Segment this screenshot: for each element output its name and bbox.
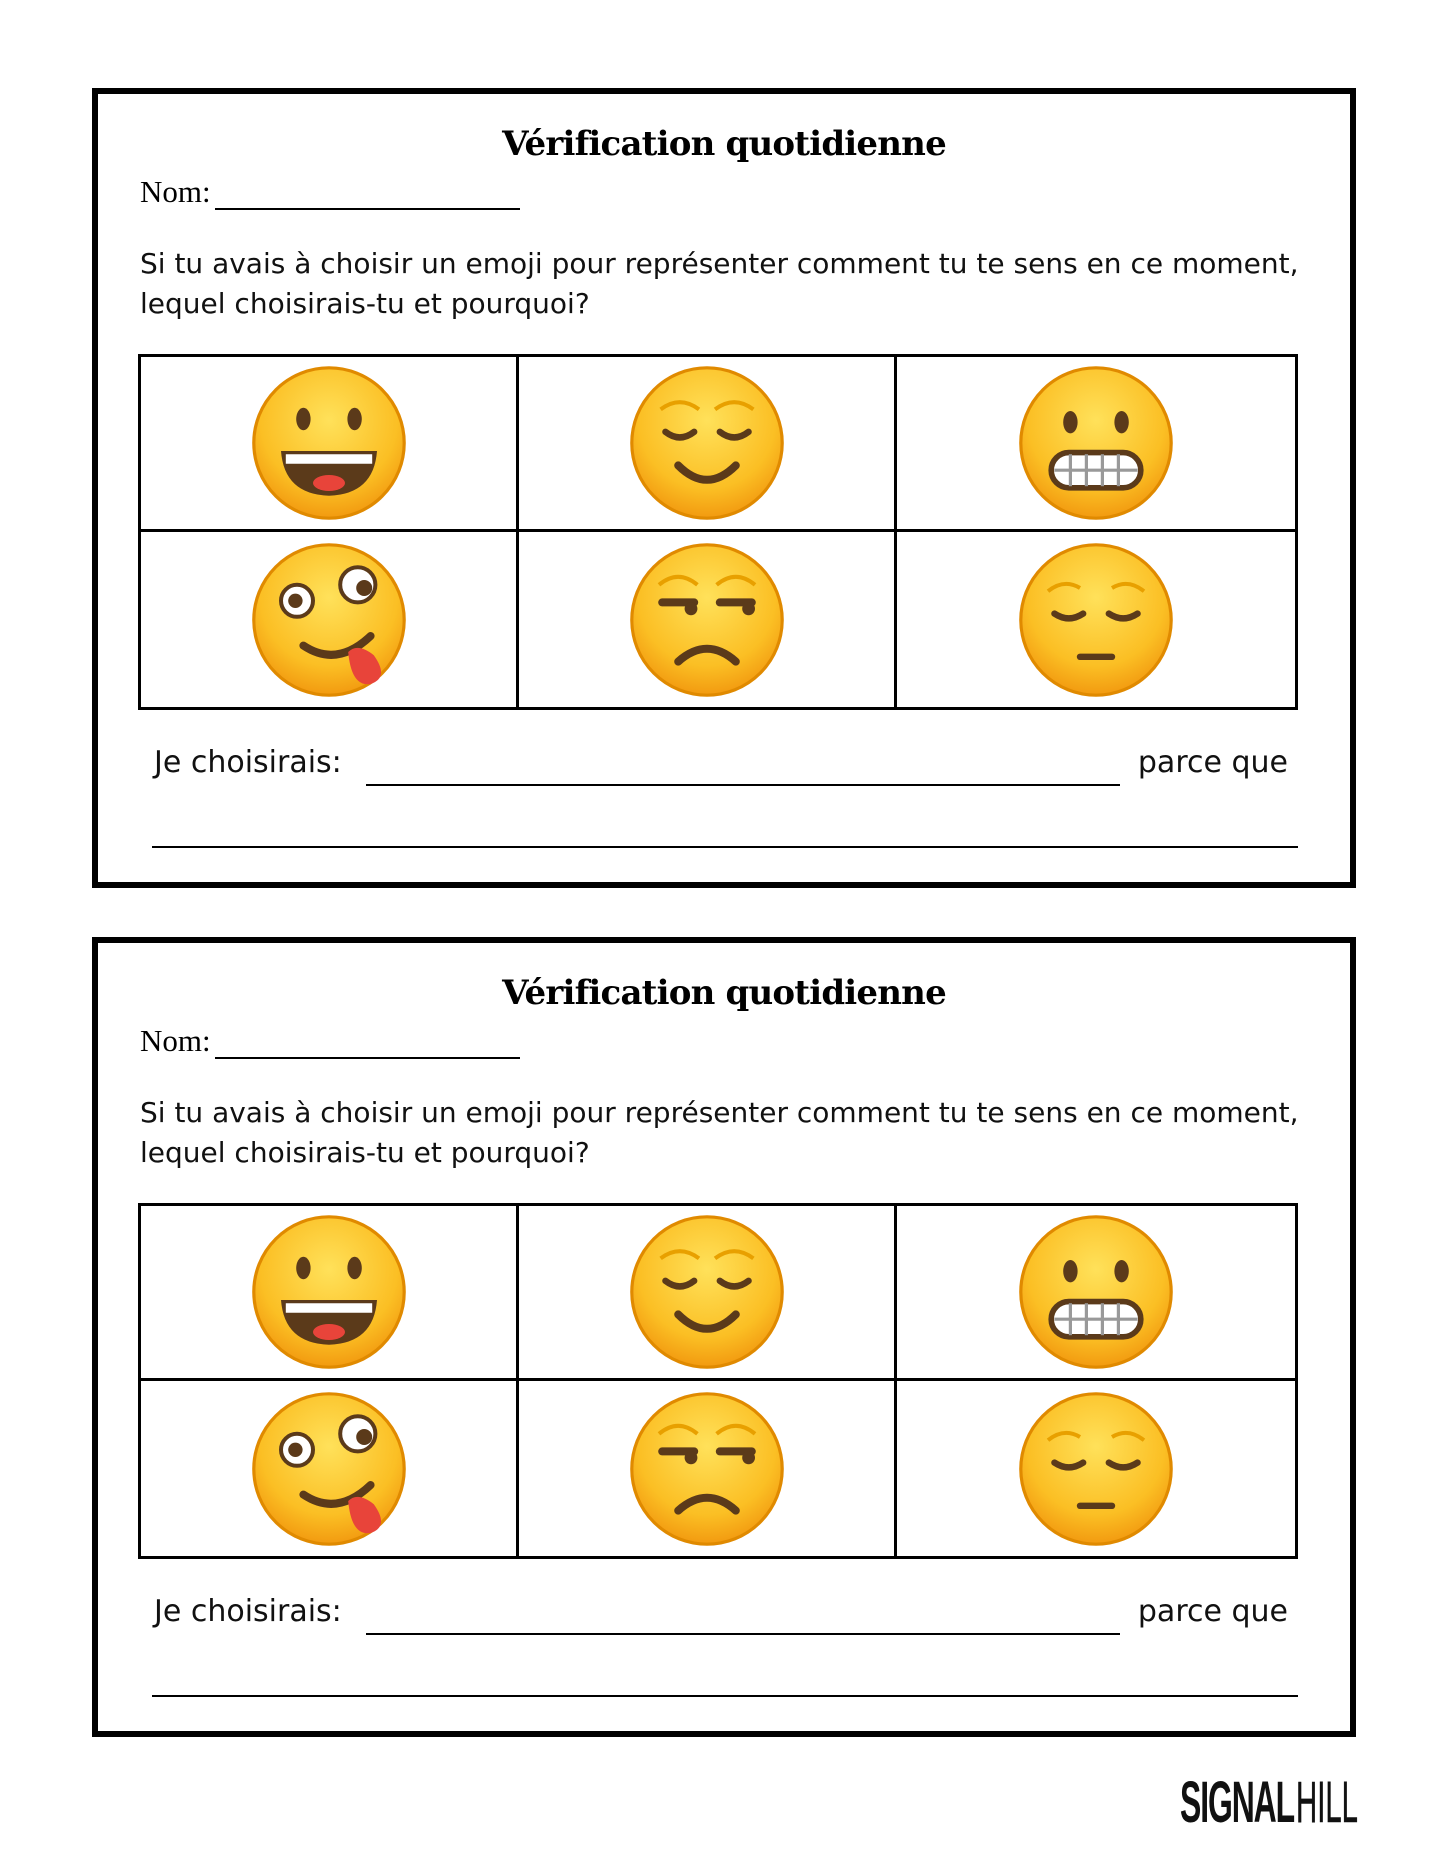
- grinning-face-icon: [249, 1212, 409, 1372]
- because-label: parce que: [1137, 1594, 1288, 1629]
- reason-input-line[interactable]: [152, 846, 1298, 848]
- emoji-cell[interactable]: [141, 1381, 519, 1556]
- name-label: Nom:: [140, 174, 211, 209]
- svg-text:HILL: HILL: [1296, 1770, 1358, 1830]
- unamused-face-icon: [627, 540, 787, 700]
- signalhill-logo: [1180, 1770, 1360, 1830]
- grinning-face-icon: [249, 363, 409, 523]
- unamused-face-icon: [627, 1389, 787, 1549]
- emoji-cell[interactable]: [897, 532, 1295, 707]
- grimacing-face-icon: [1016, 1212, 1176, 1372]
- card-title: Vérification quotidienne: [502, 124, 946, 164]
- zany-face-icon: [249, 1389, 409, 1549]
- because-label: parce que: [1137, 745, 1288, 780]
- emoji-grid: [138, 1203, 1298, 1559]
- emoji-cell[interactable]: [897, 1206, 1295, 1381]
- card-title: Vérification quotidienne: [502, 973, 946, 1013]
- choice-input-line[interactable]: [366, 784, 1120, 786]
- emoji-cell[interactable]: [141, 532, 519, 707]
- reason-input-line[interactable]: [152, 1695, 1298, 1697]
- checkin-card-2: [92, 937, 1356, 1737]
- emoji-cell[interactable]: [897, 357, 1295, 532]
- checkin-card-1: [92, 88, 1356, 888]
- name-row: [140, 1023, 520, 1063]
- relieved-face-icon: [627, 363, 787, 523]
- choose-label: Je choisirais:: [154, 745, 342, 780]
- emoji-cell[interactable]: [519, 357, 897, 532]
- svg-text:SIGNAL: SIGNAL: [1180, 1770, 1295, 1830]
- question-text: Si tu avais à choisir un emoji pour représenter comment tu te sens en ce moment, lequel choisirais-tu et pourquoi?: [140, 247, 1299, 320]
- relieved-face-icon: [627, 1212, 787, 1372]
- grimacing-face-icon: [1016, 363, 1176, 523]
- emoji-grid: [138, 354, 1298, 710]
- choose-label: Je choisirais:: [154, 1594, 342, 1629]
- name-row: [140, 174, 520, 214]
- emoji-cell[interactable]: [519, 532, 897, 707]
- name-input-line[interactable]: [215, 175, 520, 210]
- name-label: Nom:: [140, 1023, 211, 1058]
- emoji-cell[interactable]: [141, 357, 519, 532]
- emoji-cell[interactable]: [519, 1206, 897, 1381]
- zany-face-icon: [249, 540, 409, 700]
- pensive-face-icon: [1016, 1389, 1176, 1549]
- pensive-face-icon: [1016, 540, 1176, 700]
- choice-input-line[interactable]: [366, 1633, 1120, 1635]
- emoji-cell[interactable]: [897, 1381, 1295, 1556]
- emoji-cell[interactable]: [141, 1206, 519, 1381]
- emoji-cell[interactable]: [519, 1381, 897, 1556]
- question-text: Si tu avais à choisir un emoji pour représenter comment tu te sens en ce moment, lequel choisirais-tu et pourquoi?: [140, 1096, 1299, 1169]
- name-input-line[interactable]: [215, 1024, 520, 1059]
